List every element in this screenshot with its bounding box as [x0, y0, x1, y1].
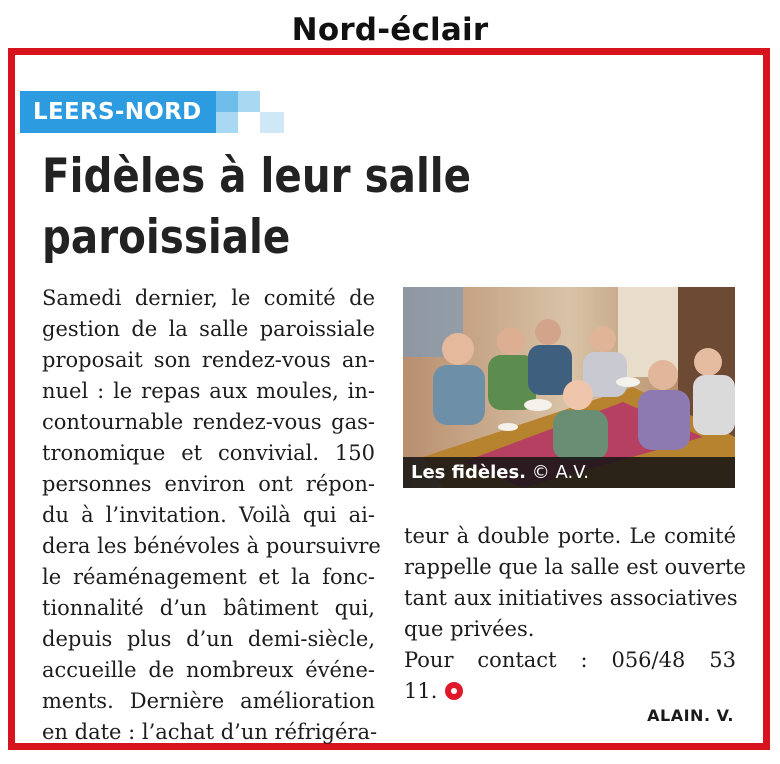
caption-credit: © A.V.: [531, 462, 589, 483]
body-line: que privées.: [404, 617, 535, 641]
body-line: ments. Dernière amélioration: [42, 689, 375, 713]
photo-caption: [403, 457, 735, 488]
body-line: tant aux initiatives associatives: [404, 586, 738, 610]
article-body-column-1: [42, 283, 381, 748]
body-line: en date : l’achat d’un réfrigéra-: [42, 720, 378, 744]
body-line: depuis plus d’un demi-siècle,: [42, 627, 375, 651]
body-line: dera les bénévoles à poursuivre: [42, 534, 381, 558]
section-decoration: [260, 112, 284, 133]
caption-title: Les fidèles.: [411, 462, 527, 483]
body-line: teur à double porte. Le comité: [404, 524, 736, 548]
article-headline: [42, 146, 489, 268]
section-label: LEERS-NORD: [20, 91, 216, 133]
body-line: contournable rendez-vous gas-: [42, 410, 375, 434]
body-line-final: [404, 676, 736, 707]
body-line: tionnalité d’un bâtiment qui,: [42, 596, 375, 620]
body-line: du à l’invitation. Voilà qui ai-: [42, 503, 375, 527]
headline-line-1: Fidèles à leur salle: [42, 149, 472, 204]
body-line: gestion de la salle paroissiale: [42, 317, 375, 341]
section-tag: [20, 91, 290, 133]
body-line: Pour contact : 056/48 53: [404, 648, 736, 672]
body-line: proposait son rendez-vous an-: [42, 348, 375, 372]
body-line: Samedi dernier, le comité de: [42, 286, 375, 310]
body-line: personnes environ ont répon-: [42, 472, 375, 496]
newspaper-masthead: Nord-éclair: [291, 12, 489, 48]
body-line: nuel : le repas aux moules, in-: [42, 379, 375, 403]
body-line: tronomique et convivial. 150: [42, 441, 375, 465]
section-decoration: [216, 91, 238, 112]
body-line: rappelle que la salle est ouverte: [404, 555, 746, 579]
body-line: accueille de nombreux événe-: [42, 658, 375, 682]
section-decoration: [216, 112, 238, 133]
section-decoration: [238, 91, 260, 112]
body-line-final-text: 11.: [404, 679, 438, 703]
headline-line-2: paroissiale: [42, 210, 291, 265]
article-body-column-2: [404, 521, 746, 707]
end-of-article-icon: [445, 682, 463, 700]
author-byline: ALAIN. V.: [647, 706, 734, 725]
body-line: le réaménagement et la fonc-: [42, 565, 375, 589]
